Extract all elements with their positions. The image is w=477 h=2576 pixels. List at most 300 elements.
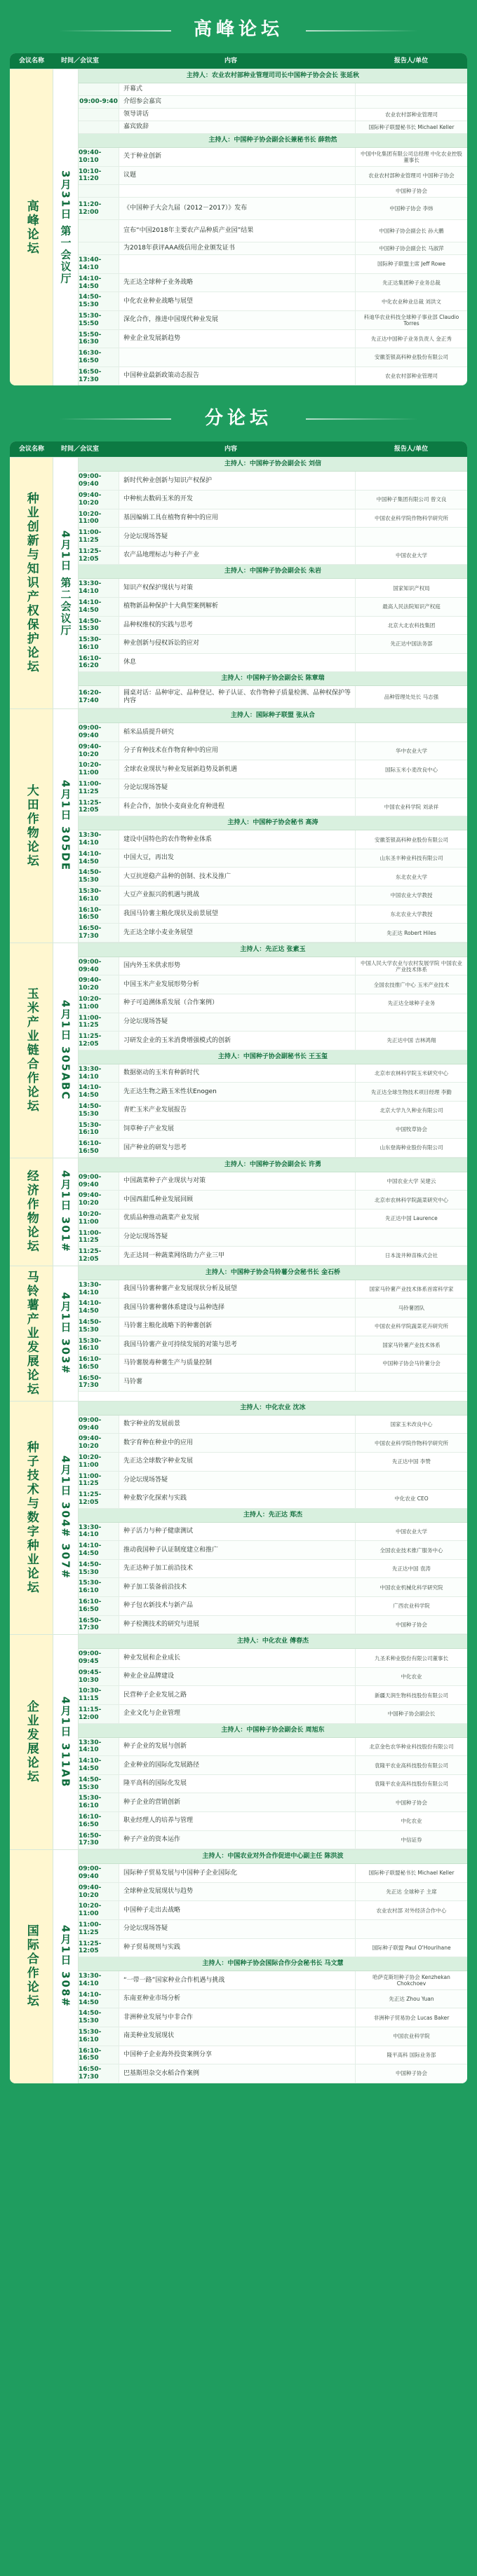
speaker: 全国农业技术推广服务中心 <box>355 1541 467 1559</box>
speaker: 中国种子协会副会长 孙大鹏 <box>355 220 467 242</box>
speaker: 中化农业种业总裁 刘洪文 <box>355 292 467 310</box>
table-row <box>79 491 467 509</box>
agenda-item: 种子产业的资本运作 <box>123 1835 181 1843</box>
time-slot: 11:25-12:05 <box>79 1490 119 1508</box>
time-slot: 11:15-12:00 <box>79 1705 119 1723</box>
forum-section <box>10 1158 467 1266</box>
forum-name: 经济作物论坛 <box>10 1158 53 1266</box>
table-row <box>79 1971 467 1990</box>
speaker: 广西农业科学院 <box>355 1597 467 1615</box>
table-row <box>79 1705 467 1724</box>
table-row <box>79 994 467 1013</box>
agenda-item: 国产种业的研发与思考 <box>123 1144 187 1151</box>
table-row <box>79 798 467 817</box>
time-slot: 11:25-12:05 <box>79 1939 119 1957</box>
agenda-item: 马铃薯主粮化战略下的种薯创新 <box>123 1322 213 1330</box>
table-row <box>79 1191 467 1210</box>
time-slot: 11:20-12:00 <box>79 198 119 219</box>
table-row <box>79 886 467 905</box>
forum-date-room: 4月1日 301# <box>53 1158 79 1266</box>
table-row <box>79 121 467 134</box>
agenda-item: 国际种子贸易发展与中国种子企业国际化 <box>123 1869 238 1877</box>
speaker <box>355 1920 467 1938</box>
agenda-item: 介绍参会嘉宾 <box>123 98 162 106</box>
time-slot: 11:25-12:05 <box>79 547 119 565</box>
table-row <box>79 311 467 330</box>
table-row <box>79 1228 467 1247</box>
summit-banner: 高峰论坛 <box>10 7 467 53</box>
table-row <box>79 96 467 109</box>
agenda-item: 基因编辑工具在植物育种中的应用 <box>123 514 219 521</box>
speaker: 先正达集团种子业务总裁 <box>355 274 467 292</box>
time-slot: 14:10-14:50 <box>79 598 119 616</box>
speaker <box>355 1472 467 1490</box>
agenda-item: 分子育种技术在作物育种中的应用 <box>123 747 219 755</box>
speaker: 中国农业科学院 <box>355 2027 467 2046</box>
table-row <box>79 1523 467 1542</box>
forum-name: 马铃薯产业发展论坛 <box>10 1266 53 1401</box>
agenda-item: 数字育种在种业中的应用 <box>123 1439 194 1446</box>
speaker: 国际种子联盟 Paul O'Hourihane <box>355 1939 467 1957</box>
agenda-item: 优质品种推动蔬菜产业发展 <box>123 1214 200 1222</box>
speaker: 隆平高科 国际业务部 <box>355 2046 467 2064</box>
table-row <box>79 1560 467 1579</box>
agenda-item: 种业数字化探索与实践 <box>123 1495 187 1502</box>
table-row <box>79 598 467 617</box>
speaker: 哈萨克斯坦种子协会 Kenzhekan Chokchoev <box>355 1971 467 1989</box>
time-slot: 09:00-09:40 <box>79 1172 119 1191</box>
forum-schedule <box>79 69 467 385</box>
agenda-item: 先正达全球数字种业发展 <box>123 1458 194 1465</box>
speaker: 国家马铃薯产业技术体系 <box>355 1336 467 1355</box>
table-row <box>79 83 467 96</box>
table-row <box>79 957 467 976</box>
time-slot: 09:00-09:40 <box>79 472 119 490</box>
time-slot: 15:30-16:10 <box>79 886 119 905</box>
table-row <box>79 1172 467 1191</box>
speaker: 中国种子协会马铃薯分会 <box>355 1355 467 1373</box>
agenda-item: 中国西甜瓜种业发展回顾 <box>123 1195 194 1203</box>
agenda-item: 嘉宾致辞 <box>123 123 149 131</box>
forum-name: 企业发展论坛 <box>10 1635 53 1849</box>
table-row <box>79 1990 467 2009</box>
forum-date-room: 4月1日 308# <box>53 1850 79 2083</box>
table-row <box>79 1013 467 1032</box>
agenda-item: 种业发展和企业成长 <box>123 1654 181 1662</box>
agenda-item: 种子贸易规则与实践 <box>123 1943 181 1951</box>
forum-schedule <box>79 1402 467 1635</box>
table-row <box>79 1490 467 1509</box>
speaker <box>355 723 467 741</box>
agenda-item: 宣布“中国2018年主要农产品种质产业园”结果 <box>123 227 254 235</box>
agenda-item: 种子企业的发展与创新 <box>123 1743 187 1751</box>
header-meeting-name: 会议名称 <box>18 445 44 453</box>
agenda-item: 中化农业种业战略与展望 <box>123 297 194 305</box>
speaker: 东北农业大学 <box>355 868 467 886</box>
time-slot: 11:00-11:25 <box>79 1013 119 1032</box>
speaker: 九圣禾种业股份有限公司董事长 <box>355 1649 467 1667</box>
session-host: 主持人：中国种子协会副会长 刘信 <box>79 458 467 472</box>
speaker: 北京大学九久种业有限公司 <box>355 1102 467 1120</box>
table-row <box>79 1453 467 1472</box>
time-slot <box>79 109 119 121</box>
header-speaker: 报告人/单位 <box>394 57 429 64</box>
table-row <box>79 1299 467 1317</box>
time-slot: 16:50-17:30 <box>79 1373 119 1392</box>
speaker: 国家玉米改良中心 <box>355 1416 467 1434</box>
time-slot: 14:10-14:50 <box>79 1756 119 1774</box>
speaker: 先正达中国 吉林鸿翔 <box>355 1032 467 1050</box>
speaker <box>355 1013 467 1032</box>
speaker: 新疆天润生物科技股份有限公司 <box>355 1686 467 1704</box>
summit-table <box>10 53 467 385</box>
agenda-item: 民营种子企业发展之路 <box>123 1691 187 1699</box>
table-row <box>79 198 467 220</box>
table-row <box>79 868 467 886</box>
agenda-item: 非洲种业发展与中非合作 <box>123 2013 194 2021</box>
table-row <box>79 330 467 349</box>
speaker: 中国农业大学 <box>355 547 467 565</box>
time-slot: 13:30-14:10 <box>79 1280 119 1299</box>
time-slot: 11:00-11:25 <box>79 1472 119 1490</box>
forum-name: 大田作物论坛 <box>10 709 53 943</box>
forum-schedule <box>79 943 467 1158</box>
agenda-item: 职业经理人的培养与管理 <box>123 1817 194 1825</box>
time-slot: 10:30-11:15 <box>79 1686 119 1704</box>
time-slot: 14:50-15:30 <box>79 1775 119 1793</box>
agenda-item: 新时代种业创新与知识产权保护 <box>123 477 213 484</box>
speaker: 中国种子集团有限公司 曾文良 <box>355 491 467 509</box>
table-row <box>79 1597 467 1616</box>
agenda-item: 我国马铃薯产业可持续发展的对策与思考 <box>123 1341 238 1348</box>
forum-schedule <box>79 1158 467 1266</box>
agenda-item: 种子检测技术的研究与进展 <box>123 1621 200 1629</box>
speaker: 中国农业科学院 刘录祥 <box>355 798 467 816</box>
table-row <box>79 348 467 367</box>
time-slot: 09:00-9:40 <box>79 96 119 108</box>
agenda-item: 中国大豆，再出发 <box>123 854 175 862</box>
session-host: 主持人：中国种子协会副会长 许勇 <box>79 1158 467 1172</box>
table-row <box>79 1355 467 1373</box>
table-row <box>79 1472 467 1491</box>
time-slot: 16:10-16:50 <box>79 905 119 924</box>
speaker: 中化农业 CEO <box>355 1490 467 1508</box>
table-row <box>79 1336 467 1355</box>
speaker <box>355 96 467 108</box>
time-slot: 14:10-14:50 <box>79 1083 119 1101</box>
forums-banner: 分论坛 <box>10 395 467 441</box>
time-slot <box>79 83 119 95</box>
table-row <box>79 830 467 849</box>
time-slot: 14:10-14:50 <box>79 274 119 292</box>
time-slot: 15:30-16:10 <box>79 1793 119 1811</box>
time-slot: 11:00-11:25 <box>79 1920 119 1938</box>
speaker: 中国人民大学农业与农村发展学院 中国农业产业技术体系 <box>355 957 467 975</box>
time-slot: 09:45-10:30 <box>79 1668 119 1686</box>
table-row <box>79 109 467 121</box>
speaker: 农业农村部种业管理司 <box>355 109 467 121</box>
table-row <box>79 1139 467 1158</box>
speaker: 国际种子联盟主席 Jeff Rowe <box>355 255 467 273</box>
table-row <box>79 1434 467 1453</box>
agenda-item: 数据驱动的玉米育种新时代 <box>123 1069 200 1077</box>
agenda-item: 种子可追溯体系发展（合作案例） <box>123 999 219 1007</box>
speaker: 北京金色农华种业科技股份有限公司 <box>355 1738 467 1756</box>
time-slot: 13:30-14:10 <box>79 1738 119 1756</box>
time-slot: 14:50-15:30 <box>79 868 119 886</box>
time-slot: 13:30-14:10 <box>79 830 119 849</box>
forum-schedule <box>79 709 467 943</box>
forum-name: 玉米产业链合作论坛 <box>10 943 53 1158</box>
speaker: 先正达中国 Laurence <box>355 1210 467 1228</box>
speaker: 国家知识产权局 <box>355 579 467 597</box>
time-slot: 10:10-11:20 <box>79 167 119 185</box>
agenda-item: 稻米品质提升研究 <box>123 728 175 736</box>
forum-name: 种业创新与知识产权保护论坛 <box>10 458 53 708</box>
speaker: 先正达中国 袁涛 <box>355 1560 467 1578</box>
speaker: 国际种子联盟秘书长 Michael Keller <box>355 1864 467 1882</box>
speaker: 中国农业大学 <box>355 1523 467 1541</box>
speaker: 中信证券 <box>355 1831 467 1849</box>
time-slot: 14:10-14:50 <box>79 1541 119 1559</box>
table-row <box>79 1738 467 1757</box>
table-row <box>79 2027 467 2046</box>
time-slot: 13:30-14:10 <box>79 1064 119 1083</box>
time-slot: 14:50-15:30 <box>79 617 119 635</box>
agenda-item: 马铃薯 <box>123 1378 143 1386</box>
header-content: 内容 <box>224 57 237 64</box>
table-row <box>79 1686 467 1705</box>
agenda-item: 深化合作，推进中国现代种业发展 <box>123 316 219 324</box>
speaker: 中化农业 <box>355 1668 467 1686</box>
time-slot: 15:30-15:50 <box>79 311 119 329</box>
table-row <box>79 1373 467 1392</box>
speaker: 中国牧草协会 <box>355 1121 467 1139</box>
forums-header-row <box>10 441 467 457</box>
time-slot: 14:50-15:30 <box>79 2008 119 2027</box>
agenda-item: 先正达同一种蔬菜网络助力产业三甲 <box>123 1252 225 1259</box>
agenda-item: 种子企业的营销创新 <box>123 1798 181 1806</box>
speaker: 中国农业科学院作物科学研究所 <box>355 1434 467 1452</box>
session-host: 主持人：中国种子协会国际合作分会秘书长 马文慧 <box>79 1957 467 1971</box>
table-row <box>79 905 467 924</box>
speaker <box>355 654 467 672</box>
agenda-item: 先正达全球小麦业务展望 <box>123 929 194 936</box>
agenda-item: 隆平高科的国际化发展 <box>123 1780 187 1788</box>
session-host: 主持人：中国种子协会副秘书长 王玉玺 <box>79 1050 467 1064</box>
time-slot: 16:10-16:50 <box>79 1597 119 1615</box>
agenda-item: 开幕式 <box>123 85 143 93</box>
agenda-item: 休息 <box>123 659 137 666</box>
agenda-item: 中国蔬菜种子产业现状与对策 <box>123 1177 206 1185</box>
time-slot: 15:30-16:10 <box>79 1578 119 1596</box>
speaker: 中国种子协会 <box>355 1793 467 1811</box>
time-slot: 16:30-16:50 <box>79 348 119 366</box>
agenda-item: 种子包衣新技术与新产品 <box>123 1602 194 1610</box>
table-row <box>79 1121 467 1139</box>
session-host: 主持人：中国种子协会马铃薯分会秘书长 金石桥 <box>79 1266 467 1280</box>
time-slot: 16:20-17:40 <box>79 686 119 708</box>
time-slot: 14:10-14:50 <box>79 1990 119 2008</box>
agenda-item: 分论坛现场答疑 <box>123 533 168 540</box>
agenda-item: 种子加工装备前沿技术 <box>123 1583 187 1591</box>
speaker: 安徽荃银高科种业股份有限公司 <box>355 348 467 366</box>
time-slot: 10:20-11:00 <box>79 1901 119 1919</box>
session-host: 主持人：中国种子协会副会长兼秘书长 薛勃然 <box>79 134 467 148</box>
time-slot: 13:30-14:10 <box>79 579 119 597</box>
session-host: 主持人：中化农业 沈冰 <box>79 1402 467 1416</box>
agenda-item: 我国马铃薯种薯产业发展现状分析及展望 <box>123 1285 238 1293</box>
agenda-item: 关于种业创新 <box>123 153 162 160</box>
agenda-item: 植物新品种保护十大典型案例解析 <box>123 603 219 610</box>
speaker: 全国农技推广中心 玉米产业技术 <box>355 975 467 994</box>
speaker <box>355 472 467 490</box>
header-time-room: 时间／会议室 <box>60 445 99 453</box>
table-row <box>79 686 467 708</box>
time-slot: 14:50-15:30 <box>79 292 119 310</box>
time-slot: 16:50-17:30 <box>79 2064 119 2083</box>
agenda-item: 种业创新与侵权诉讼的应对 <box>123 640 200 648</box>
agenda-item: 种业企业发展新趋势 <box>123 334 181 342</box>
speaker: 中国农业大学教授 <box>355 886 467 905</box>
agenda-item: 推动我国种子认证制度建立和推广 <box>123 1546 219 1554</box>
time-slot: 09:00-09:45 <box>79 1649 119 1667</box>
speaker <box>355 1228 467 1247</box>
speaker: 袁隆平农业高科技股份有限公司 <box>355 1756 467 1774</box>
speaker: 中国农业科学院蔬菜花卉研究所 <box>355 1317 467 1336</box>
forum-name: 种子技术与数字种业论坛 <box>10 1402 53 1635</box>
speaker: 北京大北农科技集团 <box>355 617 467 635</box>
table-row <box>79 1317 467 1336</box>
speaker: 中国中化集团有限公司总经理 中化农业控股董事长 <box>355 148 467 166</box>
speaker: 国家马铃薯产业技术体系首席科学家 <box>355 1280 467 1299</box>
agenda-item: 我国马铃薯主粮化现状及前景展望 <box>123 910 219 918</box>
agenda-item: 青贮玉米产业发展报告 <box>123 1107 187 1114</box>
time-slot: 16:50-17:30 <box>79 367 119 385</box>
speaker: 中国种子协会 <box>355 2064 467 2083</box>
table-row <box>79 1864 467 1883</box>
agenda-item: 巴基斯坦杂交水稻合作案例 <box>123 2069 200 2077</box>
session-host: 主持人：先正达 张素玉 <box>79 943 467 957</box>
speaker: 先正达 Robert Hiles <box>355 924 467 942</box>
time-slot: 09:40-10:20 <box>79 491 119 509</box>
table-row <box>79 742 467 761</box>
table-row <box>79 1901 467 1920</box>
time-slot <box>79 220 119 242</box>
speaker: 中国农业大学 吴建云 <box>355 1172 467 1191</box>
forum-date-room: 3月31日 第一会议厅 <box>53 69 79 385</box>
table-row <box>79 2008 467 2027</box>
summit-header-row <box>10 53 467 69</box>
table-row <box>79 274 467 293</box>
speaker: 中化农业 <box>355 1812 467 1830</box>
session-host: 主持人：农业农村部种业管理司司长中国种子协会会长 张延秋 <box>79 69 467 83</box>
header-content: 内容 <box>224 445 237 453</box>
time-slot: 11:25-12:05 <box>79 798 119 816</box>
speaker: 先正达中国种子业务负责人 金正秀 <box>355 330 467 348</box>
agenda-item: 领导讲话 <box>123 111 149 118</box>
agenda-item: 种子活力与种子健康测试 <box>123 1528 194 1535</box>
forum-section <box>10 943 467 1158</box>
time-slot: 13:40-14:10 <box>79 255 119 273</box>
table-row <box>79 1649 467 1668</box>
table-row <box>79 1775 467 1794</box>
table-row <box>79 1939 467 1958</box>
speaker: 先正达 全球种子 主席 <box>355 1883 467 1901</box>
agenda-item: 中国玉米产业发展形势分析 <box>123 980 200 988</box>
agenda-item: 建设中国特色的农作物种业体系 <box>123 835 213 843</box>
agenda-item: 饲草种子产业发展 <box>123 1125 175 1132</box>
forum-schedule <box>79 1266 467 1401</box>
agenda-item: 企业种业的国际化发展路径 <box>123 1761 200 1769</box>
speaker: 国际玉米小麦改良中心 <box>355 760 467 779</box>
speaker: 中国农业科学院作物科学研究所 <box>355 509 467 528</box>
time-slot: 14:50-15:30 <box>79 1560 119 1578</box>
agenda-item: 全球农业现状与种业发展新趋势及新机遇 <box>123 765 238 773</box>
time-slot: 11:00-11:25 <box>79 528 119 546</box>
speaker: 北京市农林科学院玉米研究中心 <box>355 1064 467 1083</box>
agenda-item: 先正达全球种子业务战略 <box>123 279 194 287</box>
forum-section <box>10 1266 467 1401</box>
table-row <box>79 1247 467 1266</box>
table-row <box>79 547 467 566</box>
agenda-item: 马铃薯脱毒种薯生产与质量控制 <box>123 1359 213 1367</box>
table-row <box>79 255 467 274</box>
speaker: 马铃薯团队 <box>355 1299 467 1317</box>
speaker: 华中农业大学 <box>355 742 467 760</box>
agenda-item: 大豆产业振兴的机遇与挑战 <box>123 891 200 899</box>
table-row <box>79 1280 467 1299</box>
time-slot: 10:20-11:00 <box>79 1210 119 1228</box>
time-slot: 11:25-12:05 <box>79 1032 119 1050</box>
speaker: 安徽荃银高科种业股份有限公司 <box>355 830 467 849</box>
speaker: 科迪华农业科技全球种子事业部 Claudio Torres <box>355 311 467 329</box>
agenda-item: 圆桌对话：品种审定、品种登记、种子认证、农作物种子质量检测、品种权保护等内容 <box>123 689 351 704</box>
speaker: 品种管理处处长 马志强 <box>355 686 467 708</box>
table-row <box>79 167 467 186</box>
speaker: 先正达中国 李赞 <box>355 1453 467 1471</box>
session-host: 主持人：中国种子协会秘书 高涛 <box>79 816 467 830</box>
time-slot <box>79 121 119 133</box>
time-slot <box>79 242 119 254</box>
time-slot: 15:30-16:10 <box>79 635 119 653</box>
time-slot: 09:40-10:20 <box>79 742 119 760</box>
speaker <box>355 1373 467 1392</box>
agenda-item: 知识产权保护现状与对策 <box>123 584 194 591</box>
table-row <box>79 1756 467 1775</box>
agenda-item: 先正达种子加工前沿技术 <box>123 1565 194 1573</box>
forum-date-room: 4月1日 305DE <box>53 709 79 943</box>
forum-section <box>10 457 467 708</box>
speaker: 农业农村部种业管理司 中国种子协会 <box>355 167 467 185</box>
forums-table <box>10 441 467 2083</box>
table-row <box>79 2046 467 2065</box>
agenda-item: 议题 <box>123 171 137 179</box>
agenda-item: 国内外玉米供求形势 <box>123 962 181 970</box>
time-slot: 13:30-14:10 <box>79 1971 119 1989</box>
speaker: 先正达 Zhou Yuan <box>355 1990 467 2008</box>
time-slot: 16:10-16:50 <box>79 1139 119 1157</box>
table-row <box>79 635 467 654</box>
forum-date-room: 4月1日 303# <box>53 1266 79 1401</box>
table-row <box>79 1616 467 1635</box>
table-row <box>79 1920 467 1939</box>
speaker: 中国种子协会副会长 <box>355 1705 467 1723</box>
agenda-item: 数字种业的发展前景 <box>123 1420 181 1428</box>
agenda-item: 全球种业发展现状与趋势 <box>123 1888 194 1896</box>
time-slot: 16:50-17:30 <box>79 1831 119 1849</box>
time-slot: 09:40-10:20 <box>79 975 119 994</box>
